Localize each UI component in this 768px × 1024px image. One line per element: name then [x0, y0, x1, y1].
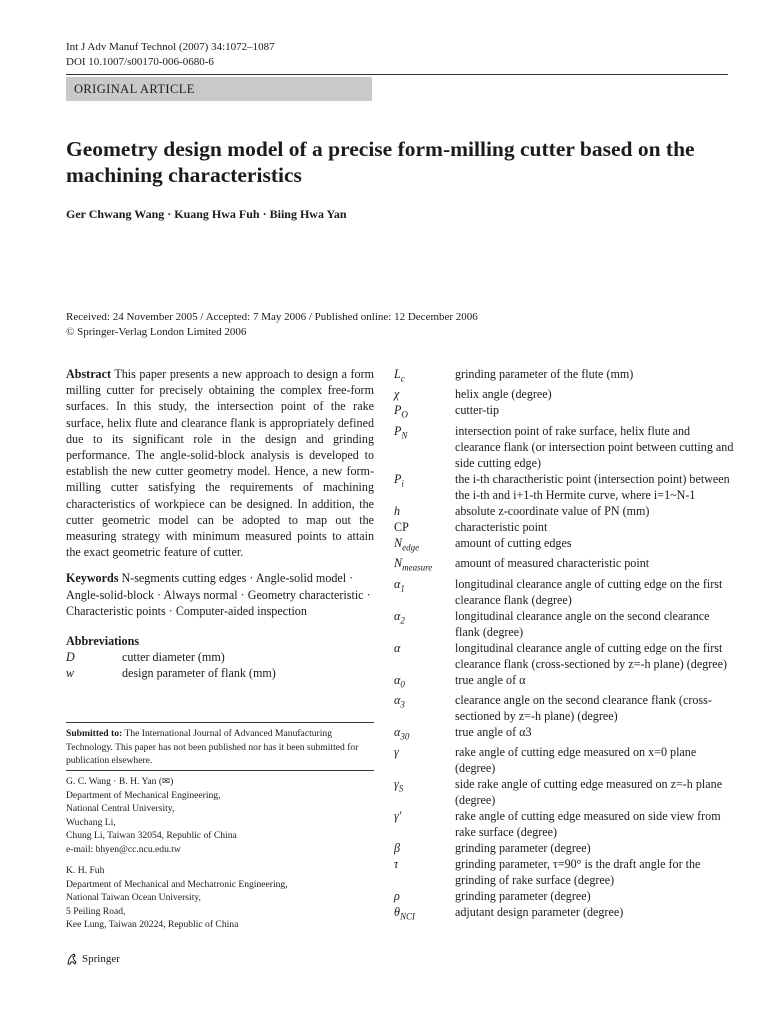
abbreviation-symbol: D [66, 650, 75, 665]
nomenclature-definition: absolute z-coordinate value of PN (mm) [455, 503, 650, 518]
nomenclature-item [394, 672, 734, 692]
nomenclature-symbol: α [394, 640, 401, 655]
nomenclature-item [394, 856, 734, 888]
nomenclature-symbol: γ [394, 745, 399, 760]
journal-header [66, 40, 275, 70]
nomenclature-item [394, 840, 734, 856]
copyright-line: © Springer-Verlag London Limited 2006 [66, 326, 247, 338]
nomenclature-item [394, 402, 734, 422]
nomenclature-definition: characteristic point [455, 519, 548, 534]
nomenclature-item [394, 519, 734, 535]
page-footer [66, 953, 120, 965]
nomenclature-symbol: $\alpha_3$ [394, 693, 405, 710]
nomenclature-definition: amount of measured characteristic point [455, 556, 650, 571]
nomenclature-definition: cutter-tip [455, 403, 500, 418]
nomenclature-item [394, 744, 734, 776]
abbreviation-item [66, 649, 374, 665]
nomenclature-item [394, 471, 734, 503]
nomenclature-definition: amount of cutting edges [455, 535, 572, 550]
left-column [66, 366, 374, 682]
nomenclature-symbol: $N_{measure}$ [394, 556, 433, 573]
nomenclature-symbol: $\gamma_S$ [394, 777, 404, 794]
nomenclature-item [394, 423, 734, 471]
nomenclature-definition: grinding parameter of the flute (mm) [455, 367, 634, 381]
nomenclature-definition: rake angle of cutting edge measured on x=0 plane (degree) [455, 745, 697, 776]
nomenclature-item [394, 608, 734, 640]
nomenclature-symbol: ρ [394, 889, 400, 904]
article-type-badge: ORIGINAL ARTICLE [66, 77, 372, 101]
affiliation-fuh [66, 864, 374, 932]
nomenclature-symbol: $\alpha_1$ [394, 576, 405, 594]
nomenclature-item [394, 724, 734, 744]
abbreviation-definition: design parameter of flank (mm) [122, 666, 276, 681]
nomenclature-definition: longitudinal clearance angle of cutting edge on the first clearance flank (cross-sectioned by z=-h plane) (degree) [455, 640, 728, 671]
affiliation-line: Wuchang Li, [66, 816, 116, 828]
email-line[interactable]: e-mail: bhyen@cc.ncu.edu.tw [66, 843, 181, 855]
affiliation-line: Department of Mechanical and Mechatronic Engineering, [66, 878, 288, 890]
nomenclature-item [394, 904, 734, 924]
nomenclature-symbol: CP [394, 519, 409, 534]
nomenclature-item [394, 555, 734, 575]
nomenclature-definition: the i-th charactheristic point (intersection point) between the i-th and i+1-th Hermite curve, where i=1~N-1 [455, 471, 730, 502]
abbreviation-item [66, 665, 374, 681]
abstract-label: Abstract [66, 367, 112, 381]
nomenclature-definition: adjutant design parameter (degree) [455, 905, 624, 920]
affiliation-line: National Taiwan Ocean University, [66, 892, 201, 903]
doi: DOI 10.1007/s00170-006-0680-6 [66, 56, 214, 68]
author-list: Ger Chwang Wang · Kuang Hwa Fuh · Biing Hwa Yan [66, 207, 347, 221]
nomenclature-definition: grinding parameter, τ=90° is the draft angle for the grinding of rake surface (degree) [455, 857, 701, 888]
nomenclature-list [394, 366, 734, 925]
nomenclature-symbol: $\theta_{NCI}$ [394, 905, 415, 922]
nomenclature-definition: grinding parameter (degree) [455, 889, 591, 904]
affiliation-line: 5 Peiling Road, [66, 905, 126, 917]
journal-citation: Int J Adv Manuf Technol (2007) 34:1072–1087 [66, 41, 275, 53]
nomenclature-symbol: $\alpha_2$ [394, 608, 405, 626]
affiliation-line: K. H. Fuh [66, 865, 105, 876]
affiliation-line: Department of Mechanical Engineering, [66, 789, 221, 801]
affiliation-line: Kee Lung, Taiwan 20224, Republic of China [66, 919, 239, 930]
nomenclature-symbol: $\alpha_0$ [394, 672, 405, 690]
submitted-text: The International Journal of Advanced Manufacturing Technology. This paper has not been published nor has it been submitted for publication elsewhere. [66, 728, 359, 766]
nomenclature-symbol: τ [394, 857, 399, 872]
keywords-text: N-segments cutting edges · Angle-solid model · Angle-solid-block · Always normal · Geometry characteristic · Characteristic points · Computer-aided inspection [66, 571, 371, 618]
received-line: Received: 24 November 2005 / Accepted: 7 May 2006 / Published online: 12 December 2006 [66, 311, 478, 323]
publisher-name: Springer [82, 953, 120, 965]
submitted-label: Submitted to: [66, 728, 123, 739]
abbreviation-symbol: w [66, 666, 75, 681]
affiliation-line: National Central University, [66, 803, 175, 814]
nomenclature-symbol: $N_{edge}$ [394, 535, 420, 553]
affiliation-line: Chung Li, Taiwan 32054, Republic of China [66, 830, 237, 841]
nomenclature-symbol: $\alpha_{30}$ [394, 725, 410, 742]
keywords [66, 570, 374, 619]
nomenclature-definition: grinding parameter (degree) [455, 841, 591, 856]
nomenclature-definition: true angle of α3 [455, 725, 532, 740]
nomenclature-symbol: $P_i$ [394, 471, 404, 489]
nomenclature-item [394, 808, 734, 840]
nomenclature-item [394, 888, 734, 904]
nomenclature-symbol: h [394, 503, 401, 518]
nomenclature-item [394, 576, 734, 608]
abbreviation-definition: cutter diameter (mm) [122, 650, 225, 665]
nomenclature-symbol: γ′ [394, 809, 402, 824]
nomenclature-definition: helix angle (degree) [455, 387, 552, 402]
nomenclature-definition: longitudinal clearance angle on the second clearance flank (degree) [455, 608, 710, 639]
springer-horse-icon [66, 953, 78, 965]
header-rule [66, 74, 728, 75]
nomenclature-definition: rake angle of cutting edge measured on side view from rake surface (degree) [455, 809, 721, 840]
abstract-text: This paper presents a new approach to design a form milling cutter for precisely obtaining the complex free-form surfaces. In this study, the intersection point of the rake surface, helix flute and clearance flank is appropriately defined due to its significant role in the design and grinding performance. The angle-solid-block analysis is developed to establish the new cutter geometry model. Hence, a new form-milling cutter satisfying the requirements of machining characteristics of workpiece can be designed. In addition, the cutter geometric model can be adopted to map out the measuring strategy with minimum measured points to attain the exact geometric feature of cutter. [66, 367, 375, 560]
nomenclature-item [394, 386, 734, 402]
nomenclature-definition: intersection point of rake surface, helix flute and clearance flank (or intersection point between cutting and side cutting edge) [455, 423, 734, 470]
nomenclature-symbol: $P_N$ [394, 423, 408, 441]
keywords-label: Keywords [66, 571, 119, 586]
abstract [66, 366, 374, 560]
affiliation-line: G. C. Wang · B. H. Yan (✉) [66, 776, 174, 787]
nomenclature-definition: true angle of α [455, 672, 526, 687]
nomenclature-symbol: χ [394, 387, 400, 402]
nomenclature-symbol: $P_O$ [394, 403, 408, 420]
nomenclature-definition: clearance angle on the second clearance flank (cross-sectioned by z=-h plane) (degree) [455, 693, 712, 724]
nomenclature-item [394, 640, 734, 672]
publication-dates [66, 310, 478, 340]
nomenclature-definition: side rake angle of cutting edge measured on z=-h plane (degree) [455, 777, 723, 808]
nomenclature-item [394, 503, 734, 519]
abbreviations-heading: Abbreviations [66, 634, 140, 649]
nomenclature-item [394, 366, 734, 386]
paper-title: Geometry design model of a precise form-milling cutter based on the machining characteristics [66, 137, 695, 187]
nomenclature-item [394, 692, 734, 724]
nomenclature-definition: longitudinal clearance angle of cutting edge on the first clearance flank (degree) [455, 576, 723, 607]
nomenclature-item [394, 776, 734, 808]
nomenclature-symbol: $L_c$ [394, 367, 405, 384]
submission-note [66, 722, 374, 768]
nomenclature-item [394, 535, 734, 555]
affiliation-wang-yan [66, 770, 374, 856]
nomenclature-symbol: β [394, 841, 401, 856]
